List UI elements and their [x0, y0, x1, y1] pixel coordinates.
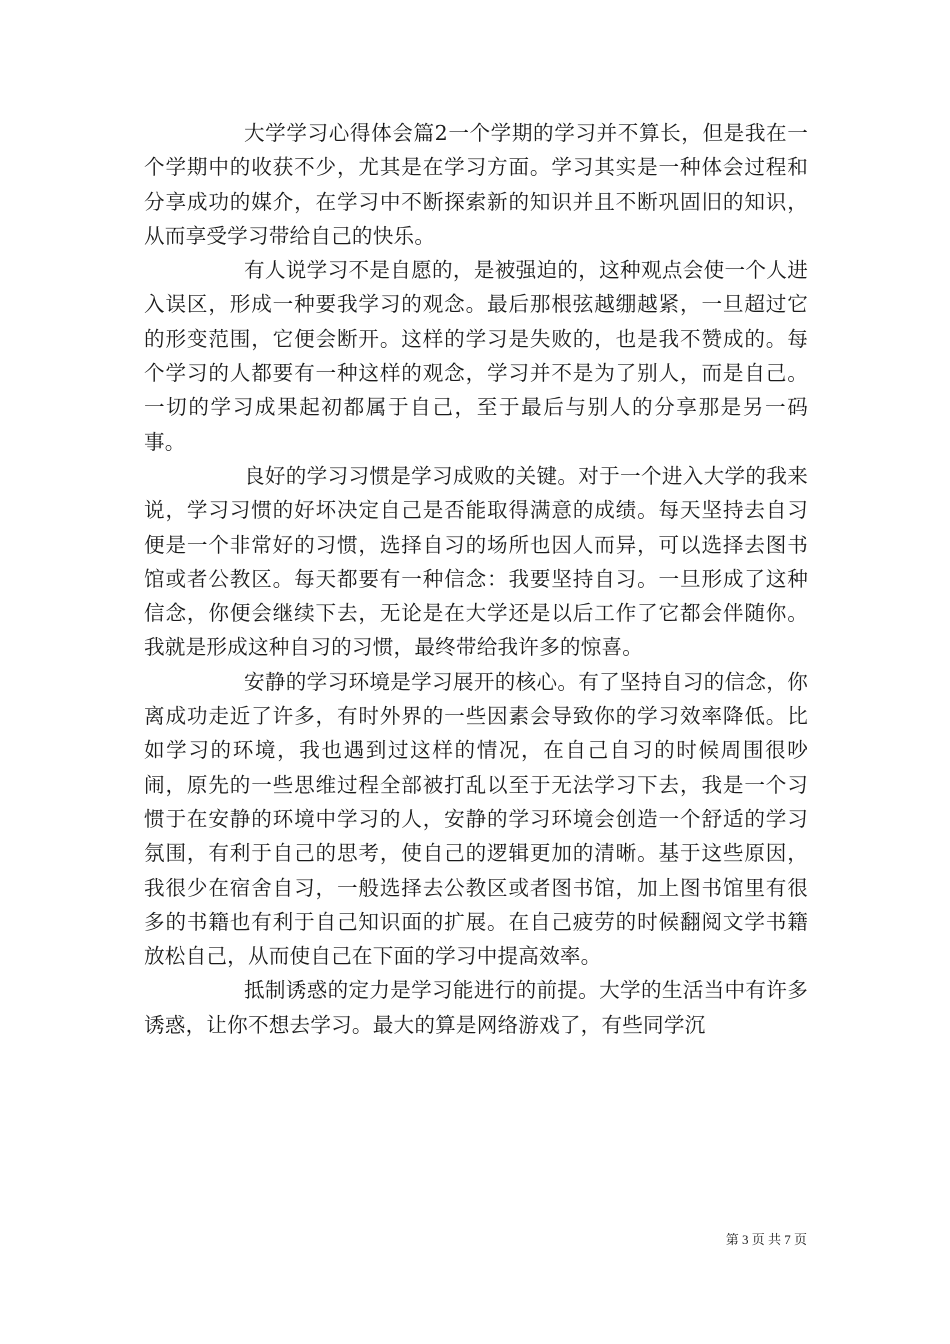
- paragraph-2: 有人说学习不是自愿的，是被强迫的，这种观点会使一个人进入误区，形成一种要我学习的观念。最后那根弦越绷越紧，一旦超过它的形变范围，它便会断开。这样的学习是失败的，也是我不赞成的。每个学习的人都要有一种这样的观念，学习并不是为了别人，而是自己。一切的学习成果起初都属于自己，至于最后与别人的分享那是另一码事。: [144, 258, 808, 454]
- paragraph-5: 抵制诱惑的定力是学习能进行的前提。大学的生活当中有许多诱惑，让你不想去学习。最大的算是网络游戏了，有些同学沉: [144, 978, 808, 1037]
- paragraph-1: 大学学习心得体会篇2一个学期的学习并不算长，但是我在一个学期中的收获不少，尤其是在学习方面。学习其实是一种体会过程和分享成功的媒介，在学习中不断探索新的知识并且不断巩固旧的知识，从而享受学习带给自己的快乐。: [144, 121, 808, 248]
- paragraph-3: 良好的学习习惯是学习成败的关键。对于一个进入大学的我来说，学习习惯的好坏决定自己是否能取得满意的成绩。每天坚持去自习便是一个非常好的习惯，选择自习的场所也因人而异，可以选择去图书馆或者公教区。每天都要有一种信念：我要坚持自习。一旦形成了这种信念，你便会继续下去，无论是在大学还是以后工作了它都会伴随你。我就是形成这种自习的习惯，最终带给我许多的惊喜。: [144, 463, 808, 660]
- body-text: [144, 116, 808, 1042]
- page-number-footer: 第 3 页 共 7 页: [725, 1232, 807, 1247]
- paragraph-4: 安静的学习环境是学习展开的核心。有了坚持自习的信念，你离成功走近了许多，有时外界的一些因素会导致你的学习效率降低。比如学习的环境，我也遇到过这样的情况，在自己自习的时候周围很吵闹，原先的一些思维过程全部被打乱以至于无法学习下去，我是一个习惯于在安静的环境中学习的人，安静的学习环境会创造一个舒适的学习氛围，有利于自己的思考，使自己的逻辑更加的清晰。基于这些原因，我很少在宿舍自习，一般选择去公教区或者图书馆，加上图书馆里有很多的书籍也有利于自己知识面的扩展。在自己疲劳的时候翻阅文学书籍放松自己，从而使自己在下面的学习中提高效率。: [144, 669, 808, 969]
